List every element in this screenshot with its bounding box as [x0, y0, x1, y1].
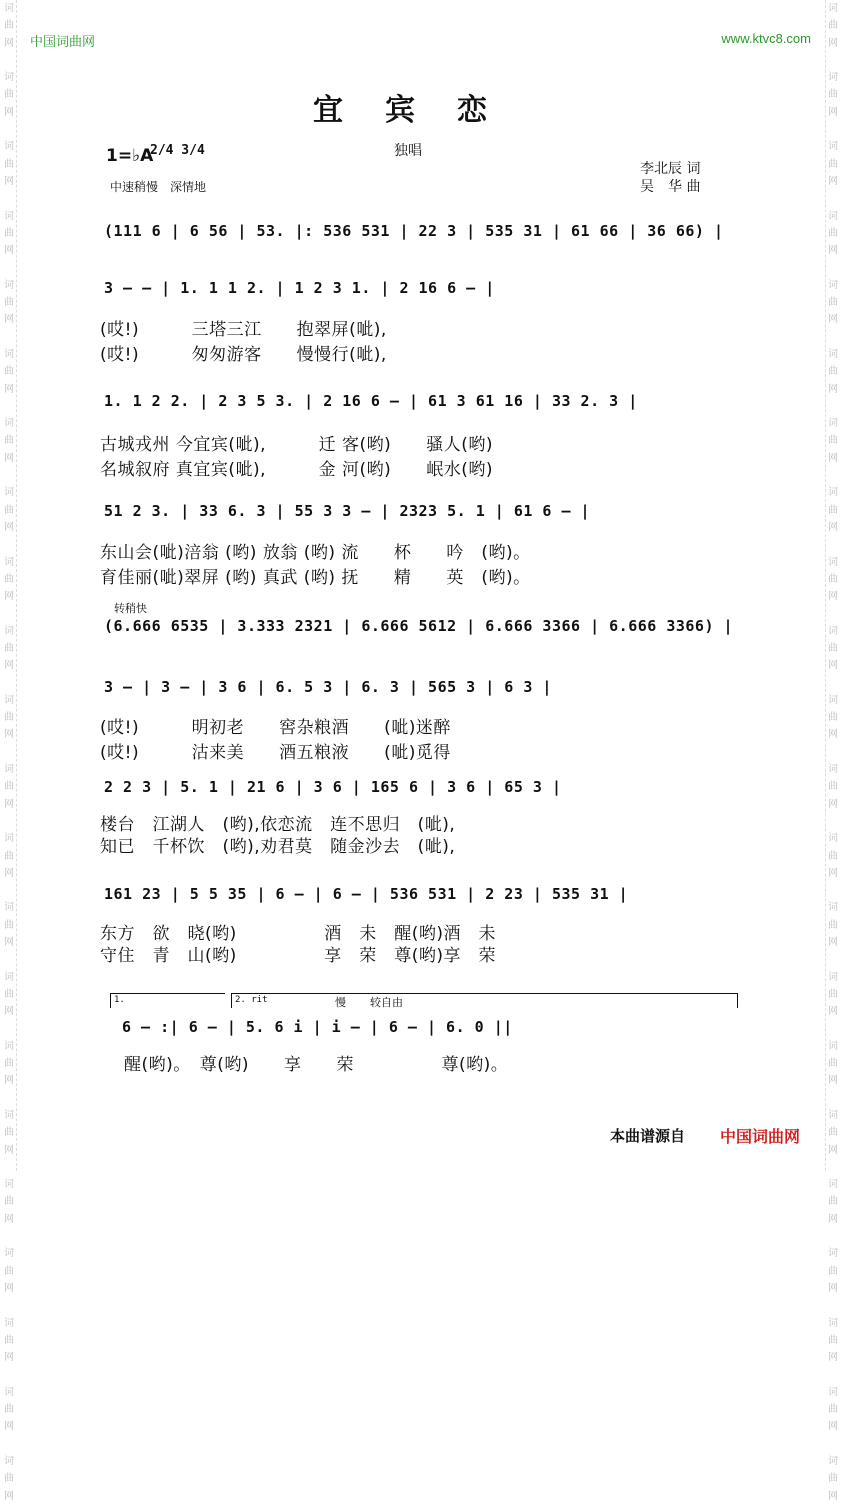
score-row-3: 1. 1 2 2. | 2 3 5 3. | 2 16 6 – | 61 3 61 16 | 33 2. 3 |	[104, 392, 638, 410]
tempo-change-marking: 转稍快	[114, 602, 147, 615]
lyric-row-3b: 名城叙府 真宜宾(呲), 金 河(哟) 岷水(哟)	[100, 460, 494, 480]
key-signature: 1=♭A	[106, 146, 154, 166]
site-url-link[interactable]: www.ktvc8.com	[721, 31, 811, 46]
site-name-link[interactable]: 中国词曲网	[30, 34, 96, 49]
time-signature: 2/4 3/4	[150, 143, 205, 158]
composer-credit: 吴 华 曲	[640, 179, 701, 195]
volta-bracket-1	[110, 993, 225, 1008]
score-row-6: 3 – | 3 – | 3 6 | 6. 5 3 | 6. 3 | 565 3 | 6 3 |	[104, 678, 552, 696]
performance-style: 独唱	[394, 143, 422, 159]
free-tempo-marking: 较自由	[370, 996, 403, 1009]
score-row-4: 51 2 3. | 33 6. 3 | 55 3 3 – | 2323 5. 1 | 61 6 – |	[104, 502, 591, 520]
lyric-row-9: 醒(哟)。 尊(哟) 享 荣 尊(哟)。	[124, 1055, 509, 1075]
lyric-row-7b: 知已 千杯饮 (哟),劝君莫 随金沙去 (呲),	[100, 837, 456, 857]
lyric-row-4a: 东山会(呲)涪翁 (哟) 放翁 (哟) 流 杯 吟 (哟)。	[100, 543, 531, 563]
lyric-row-8b: 守住 青 山(哟) 享 荣 尊(哟)享 荣	[100, 946, 497, 966]
score-row-2: 3 – – | 1. 1 1 2. | 1 2 3 1. | 2 16 6 – |	[104, 279, 495, 297]
score-row-8: 161 23 | 5 5 35 | 6 – | 6 – | 536 531 | 2 23 | 535 31 |	[104, 885, 629, 903]
lyric-row-2b: (哎!) 匆匆游客 慢慢行(呲),	[100, 345, 387, 365]
lyric-row-3a: 古城戎州 今宜宾(呲), 迁 客(哟) 骚人(哟)	[100, 435, 494, 455]
lyric-row-4b: 育佳丽(呲)翠屏 (哟) 真武 (哟) 抚 精 英 (哟)。	[100, 568, 531, 588]
source-brand[interactable]	[720, 1124, 800, 1147]
lyricist-credit: 李北辰 词	[640, 161, 701, 177]
lyric-row-6a: (哎!) 明初老 窖杂粮酒 (呲)迷醉	[100, 718, 451, 738]
lyric-row-8a: 东方 欲 晓(哟) 酒 未 醒(哟)酒 未	[100, 924, 497, 944]
left-watermark-strip: 词 曲 网 词 曲 网 词 曲 网 词 曲 网 词 曲 网 词 曲 网 词 曲 网 词 曲 网 词 曲 网 词 曲 网 词 曲 网 词 曲 网 词 曲 网 词 曲 网 词 曲 网 词 曲 网 词 曲 网 词 曲 网 词 曲 网 词 曲 网 词 曲 网 词 曲 网	[2, 0, 17, 1171]
volta-label-1: 1.	[114, 995, 125, 1005]
volta-label-2: 2. rit	[235, 995, 268, 1005]
score-row-9: 6 – :| 6 – | 5. 6 i | i – | 6 – | 6. 0 ||	[122, 1018, 513, 1036]
lyric-row-2a: (哎!) 三塔三江 抱翠屏(呲),	[100, 320, 387, 340]
score-row-1: (111 6 | 6 56 | 53. |: 536 531 | 22 3 | 535 31 | 61 66 | 36 66) |	[104, 222, 724, 240]
score-row-5: (6.666 6535 | 3.333 2321 | 6.666 5612 | 6.666 3366 | 6.666 3366) |	[104, 617, 734, 635]
volta-bracket-2	[231, 993, 738, 1008]
source-label: 本曲谱源自	[610, 1127, 686, 1145]
lyric-row-6b: (哎!) 沽来美 酒五粮液 (呲)觅得	[100, 743, 451, 763]
song-title: 宜宾恋	[313, 93, 529, 128]
lyric-row-7a: 楼台 江湖人 (哟),依恋流 连不思归 (呲),	[100, 815, 456, 835]
slow-marking: 慢	[335, 996, 346, 1009]
right-watermark-strip: 词 曲 网 词 曲 网 词 曲 网 词 曲 网 词 曲 网 词 曲 网 词 曲 网 词 曲 网 词 曲 网 词 曲 网 词 曲 网 词 曲 网 词 曲 网 词 曲 网 词 曲 网 词 曲 网 词 曲 网 词 曲 网 词 曲 网 词 曲 网 词 曲 网 词 曲 网	[825, 0, 840, 1171]
tempo-marking: 中速稍慢 深情地	[110, 180, 207, 194]
source-brand-text: 中国词曲网	[720, 1127, 801, 1146]
score-row-7: 2 2 3 | 5. 1 | 21 6 | 3 6 | 165 6 | 3 6 | 65 3 |	[104, 778, 562, 796]
